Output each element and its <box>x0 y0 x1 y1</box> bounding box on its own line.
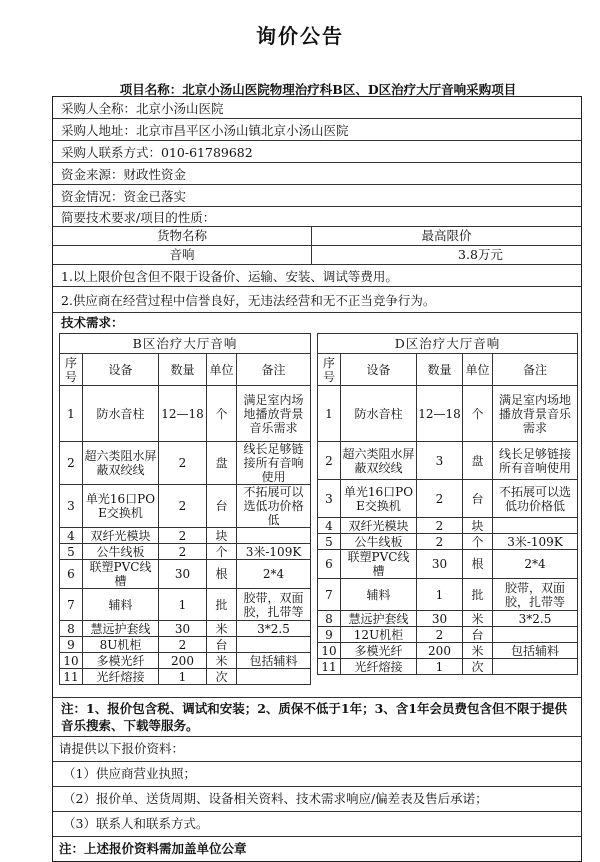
cell-seq: 2 <box>60 442 83 485</box>
table-row <box>60 621 311 637</box>
cell-unit: 米 <box>207 653 237 669</box>
cell-qty: 2 <box>159 442 207 485</box>
cell-remark: 胶带，双面胶，扎带等 <box>493 579 578 611</box>
cell-device: 8U机柜 <box>83 637 159 653</box>
cell-unit: 个 <box>207 544 237 560</box>
equipment-table-b <box>59 333 311 685</box>
cell-device: 辅料 <box>341 579 417 611</box>
cell-qty: 200 <box>159 653 207 669</box>
page-title: 询价公告 <box>256 24 344 48</box>
cell-device: 超六类阻水屏蔽双绞线 <box>341 442 417 480</box>
cell-qty: 2 <box>159 528 207 544</box>
table-row <box>60 544 311 560</box>
cell-unit: 个 <box>207 386 237 442</box>
cell-unit: 批 <box>207 589 237 621</box>
cell-seq: 5 <box>60 544 83 560</box>
cell-seq: 8 <box>318 611 341 627</box>
table-row <box>318 627 578 643</box>
cell-seq: 5 <box>318 534 341 550</box>
cell-device: 慧远护套线 <box>341 611 417 627</box>
table-row <box>60 528 311 544</box>
column-header-device: 设备 <box>83 354 159 386</box>
goods-name: 音响 <box>53 246 312 264</box>
cell-device: 单光16口POE交换机 <box>341 480 417 518</box>
cell-device: 12U机柜 <box>341 627 417 643</box>
cell-unit: 米 <box>463 643 493 659</box>
cell-qty: 1 <box>159 589 207 621</box>
table-row <box>318 442 578 480</box>
cell-seq: 3 <box>60 485 83 528</box>
cell-remark: 3米-109K <box>493 534 578 550</box>
cell-qty: 1 <box>159 669 207 685</box>
cell-qty: 2 <box>159 485 207 528</box>
cell-device: 慧远护套线 <box>83 621 159 637</box>
requirements-closing: 注：上述报价资料需加盖单位公章 <box>59 841 247 856</box>
cell-seq: 9 <box>318 627 341 643</box>
cell-qty: 2 <box>417 627 463 643</box>
column-header-qty: 数量 <box>417 354 463 386</box>
table-row <box>318 611 578 627</box>
column-header-remark: 备注 <box>493 354 578 386</box>
fund-status: 资金情况：资金已落实 <box>53 185 581 207</box>
goods-header-row <box>53 227 581 246</box>
tech-requirements-label: 技术需求： <box>61 315 124 330</box>
cell-seq: 11 <box>318 659 341 675</box>
cell-device: 多模光纤 <box>341 643 417 659</box>
cell-remark <box>237 528 311 544</box>
section-title: B区治疗大厅音响 <box>60 334 311 354</box>
cell-unit: 根 <box>207 560 237 589</box>
cell-seq: 4 <box>60 528 83 544</box>
cell-seq: 1 <box>318 386 341 442</box>
cell-remark: 线长足够链接所有音响使用 <box>237 442 311 485</box>
cell-device: 超六类阻水屏蔽双绞线 <box>83 442 159 485</box>
cell-unit: 台 <box>207 485 237 528</box>
goods-name-header: 货物名称 <box>53 227 312 245</box>
cell-device: 单光16口POE交换机 <box>83 485 159 528</box>
cell-qty: 12—18 <box>417 386 463 442</box>
cell-remark <box>493 627 578 643</box>
table-row <box>60 637 311 653</box>
requirement-item: （2）报价单、送货周期、设备相关资料、技术需求响应/偏差表及售后承诺； <box>53 787 581 812</box>
table-row <box>60 442 311 485</box>
requirement-item: （3）联系人和联系方式。 <box>53 812 581 837</box>
cell-qty: 2 <box>417 480 463 518</box>
table-row <box>60 485 311 528</box>
cell-device: 公牛线板 <box>341 534 417 550</box>
table-row <box>318 659 578 675</box>
cell-unit: 次 <box>207 669 237 685</box>
equipment-table-d <box>317 333 578 675</box>
cell-remark: 胶带，双面胶，扎带等 <box>237 589 311 621</box>
cell-seq: 2 <box>318 442 341 480</box>
price-limit: 3.8万元 <box>458 247 503 262</box>
cell-unit: 台 <box>463 480 493 518</box>
cell-unit: 个 <box>463 534 493 550</box>
equipment-tables <box>53 333 581 697</box>
cell-seq: 7 <box>60 589 83 621</box>
cell-remark: 2*4 <box>493 550 578 579</box>
note-2: 2.供应商在经营过程中信誉良好，无违法经营和无不正当竞争行为。 <box>53 287 581 313</box>
cell-unit: 个 <box>463 386 493 442</box>
cell-device: 光纤熔接 <box>83 669 159 685</box>
requirements-intro: 请提供以下报价资料： <box>53 737 581 762</box>
table-row <box>60 560 311 589</box>
table-row <box>60 386 311 442</box>
column-header-seq: 序号 <box>60 354 83 386</box>
cell-unit: 根 <box>463 550 493 579</box>
cell-seq: 6 <box>60 560 83 589</box>
cell-qty: 30 <box>159 560 207 589</box>
column-header-seq: 序号 <box>318 354 341 386</box>
table-row <box>318 579 578 611</box>
cell-seq: 6 <box>318 550 341 579</box>
cell-device: 防水音柱 <box>83 386 159 442</box>
cell-unit: 米 <box>207 621 237 637</box>
cell-unit: 盘 <box>463 442 493 480</box>
goods-row <box>53 246 581 265</box>
cell-qty: 2 <box>417 518 463 534</box>
table-row <box>318 643 578 659</box>
announcement-form <box>52 96 582 862</box>
cell-unit: 批 <box>463 579 493 611</box>
cell-seq: 10 <box>60 653 83 669</box>
cell-seq: 1 <box>60 386 83 442</box>
cell-device: 联塑PVC线槽 <box>341 550 417 579</box>
cell-remark: 2*4 <box>237 560 311 589</box>
cell-remark: 3*2.5 <box>237 621 311 637</box>
cell-qty: 30 <box>159 621 207 637</box>
column-header-device: 设备 <box>341 354 417 386</box>
table-row <box>318 386 578 442</box>
cell-device: 公牛线板 <box>83 544 159 560</box>
cell-qty: 30 <box>417 611 463 627</box>
cell-remark <box>237 669 311 685</box>
price-limit-header: 最高限价 <box>421 228 472 243</box>
cell-seq: 10 <box>318 643 341 659</box>
cell-remark: 满足室内场地播放背景音乐需求 <box>493 386 578 442</box>
project-name: 项目名称：北京小汤山医院物理治疗科B区、D区治疗大厅音响采购项目 <box>119 82 517 97</box>
cell-seq: 7 <box>318 579 341 611</box>
cell-device: 多模光纤 <box>83 653 159 669</box>
cell-device: 光纤熔接 <box>341 659 417 675</box>
table-row <box>60 589 311 621</box>
purchaser-name: 采购人全称：北京小汤山医院 <box>53 97 581 119</box>
cell-unit: 米 <box>463 611 493 627</box>
purchaser-address: 采购人地址：北京市昌平区小汤山镇北京小汤山医院 <box>53 119 581 141</box>
cell-remark: 满足室内场地播放背景音乐需求 <box>237 386 311 442</box>
cell-remark: 线长足够链接所有音响使用 <box>493 442 578 480</box>
cell-unit: 台 <box>207 637 237 653</box>
cell-seq: 3 <box>318 480 341 518</box>
column-header-remark: 备注 <box>237 354 311 386</box>
column-header-qty: 数量 <box>159 354 207 386</box>
cell-qty: 30 <box>417 550 463 579</box>
cell-qty: 12—18 <box>159 386 207 442</box>
cell-remark: 不拓展可以选低功价格低 <box>493 480 578 518</box>
section-title: D区治疗大厅音响 <box>318 334 578 354</box>
cell-remark: 包括辅料 <box>493 643 578 659</box>
cell-device: 防水音柱 <box>341 386 417 442</box>
cell-qty: 2 <box>159 544 207 560</box>
purchaser-contact: 采购人联系方式：010-61789682 <box>53 141 581 163</box>
footnote: 注：1、报价包含税、调试和安装；2、质保不低于1年；3、含1年会员费包含但不限于提供音乐搜索、下载等服务。 <box>53 697 581 737</box>
cell-qty: 1 <box>417 659 463 675</box>
table-row <box>60 653 311 669</box>
table-row <box>318 550 578 579</box>
cell-device: 双纤光模块 <box>83 528 159 544</box>
cell-qty: 3 <box>417 442 463 480</box>
cell-seq: 4 <box>318 518 341 534</box>
cell-qty: 2 <box>417 534 463 550</box>
cell-unit: 盘 <box>207 442 237 485</box>
cell-remark <box>237 637 311 653</box>
cell-remark <box>493 518 578 534</box>
cell-remark: 3*2.5 <box>493 611 578 627</box>
table-row <box>318 518 578 534</box>
cell-qty: 2 <box>159 637 207 653</box>
column-header-unit: 单位 <box>463 354 493 386</box>
cell-qty: 200 <box>417 643 463 659</box>
cell-unit: 块 <box>463 518 493 534</box>
cell-seq: 8 <box>60 621 83 637</box>
cell-remark <box>493 659 578 675</box>
cell-device: 双纤光模块 <box>341 518 417 534</box>
table-row <box>60 669 311 685</box>
cell-unit: 台 <box>463 627 493 643</box>
note-1: 1.以上限价包含但不限于设备价、运输、安装、调试等费用。 <box>53 265 581 287</box>
requirement-item: （1）供应商营业执照； <box>53 762 581 787</box>
cell-qty: 1 <box>417 579 463 611</box>
cell-remark: 包括辅料 <box>237 653 311 669</box>
column-header-unit: 单位 <box>207 354 237 386</box>
cell-unit: 块 <box>207 528 237 544</box>
cell-remark: 不拓展可以选低功价格低 <box>237 485 311 528</box>
cell-device: 辅料 <box>83 589 159 621</box>
fund-source: 资金来源：财政性资金 <box>53 163 581 185</box>
cell-remark: 3米-109K <box>237 544 311 560</box>
table-row <box>318 534 578 550</box>
cell-device: 联塑PVC线槽 <box>83 560 159 589</box>
tech-summary-label: 简要技术要求/项目的性质： <box>53 207 581 227</box>
cell-seq: 11 <box>60 669 83 685</box>
table-row <box>318 480 578 518</box>
cell-unit: 次 <box>463 659 493 675</box>
cell-seq: 9 <box>60 637 83 653</box>
